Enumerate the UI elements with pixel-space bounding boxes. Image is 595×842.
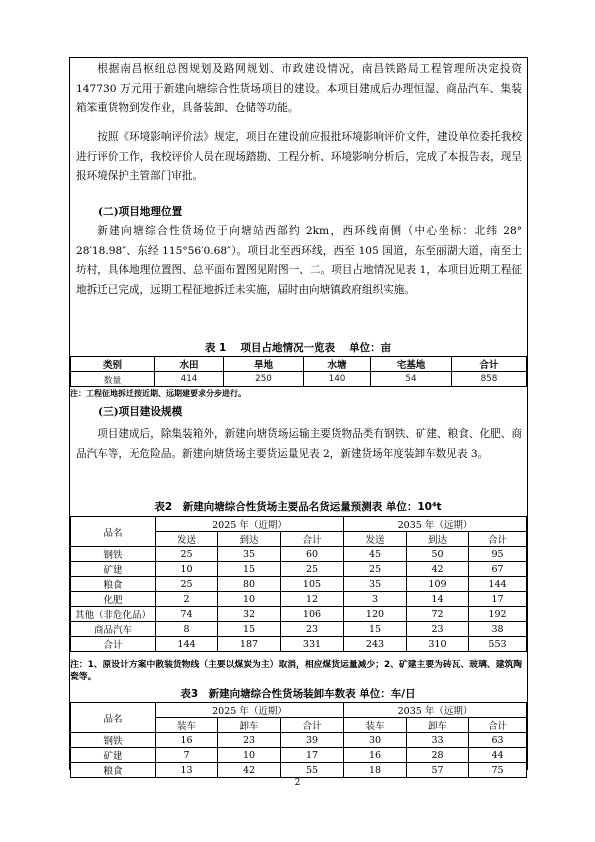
table-cell: 250 [224,372,304,387]
table-row [71,592,527,607]
table-row [71,763,527,778]
row-label: 矿建 [71,748,156,763]
table-cell: 16 [156,733,218,748]
table-header: 到达 [218,532,281,547]
table-header-row [71,703,527,718]
table-row [71,637,527,652]
table-cell: 数量 [71,372,155,387]
table-header: 装车 [156,718,218,733]
table-cell: 35 [344,577,407,592]
table-cell: 553 [469,637,527,652]
table-cell: 42 [407,562,469,577]
table-cell: 140 [304,372,371,387]
table-cell: 858 [452,372,527,387]
table-header: 2035 年（远期） [344,517,527,532]
row-label: 化肥 [71,592,156,607]
table-cell: 23 [281,622,344,637]
heading-scale: (三)项目建设规模 [98,406,183,418]
table-cell: 50 [407,547,469,562]
table-cell: 192 [469,607,527,622]
table-cell: 310 [407,637,469,652]
table-header: 2035 年（远期） [344,703,527,718]
freight-volume-table [70,516,527,652]
table-cell: 74 [156,607,218,622]
table-cell: 10 [156,562,218,577]
table-cell: 55 [281,763,344,778]
table-header: 旱地 [224,357,304,372]
row-label: 其他（非危化品） [71,607,156,622]
table1-caption: 表 1 项目占地情况一览表 单位：亩 [204,342,392,354]
table3-caption: 表3 新建向塘综合性货场装卸车数表 单位：车/日 [180,688,416,700]
table-cell: 16 [344,748,407,763]
table-header: 发送 [156,532,218,547]
table-cell: 75 [469,763,527,778]
table-cell: 28 [407,748,469,763]
table-header: 合计 [469,532,527,547]
paragraph-location: 新建向塘综合性货场位于向塘站西部约 2km，西环线南侧（中心坐标：北纬 28° 28′18.98″、东经 115°56′0.68″）。项目北至西环线，西至 105 国道，东至丽湖大道，南至土坊村，具体地理位置图、总平面布置图见附图一、二。项目占地情况见表 1，本项目近期工程征地拆迁已完成，远期工程征地拆迁未实施，届时由向塘镇政府组织实施。 [76,225,522,296]
table-cell: 14 [407,592,469,607]
table-cell: 3 [344,592,407,607]
table-cell: 414 [155,372,224,387]
table-header: 合计 [452,357,527,372]
table-cell: 23 [407,622,469,637]
table-row [71,562,527,577]
table-header-row [71,517,527,532]
table-cell: 7 [156,748,218,763]
table-cell: 105 [281,577,344,592]
table1-note: 注：工程征地拆迁按近期、远期建要求分步进行。 [70,389,246,398]
table-row [71,733,527,748]
table-cell: 18 [344,763,407,778]
row-label: 钢铁 [71,547,156,562]
table-cell: 13 [156,763,218,778]
table-header: 2025 年（近期） [156,703,344,718]
row-label: 粮食 [71,763,156,778]
table-cell: 331 [281,637,344,652]
table-cell: 2 [156,592,218,607]
land-use-table [70,356,527,387]
paragraph-eia-law: 按照《环境影响评价法》规定，项目在建设前应报批环境影响评价文件，建设单位委托我校进行评价工作，我校评价人员在现场踏勘、工程分析、环境影响分析后，完成了本报告表，现呈报环境保护主管部门审批。 [76,131,522,182]
table-row [71,622,527,637]
table-cell: 67 [469,562,527,577]
table-header: 水田 [155,357,224,372]
table-cell: 32 [218,607,281,622]
table-cell: 33 [407,733,469,748]
table-cell: 25 [344,562,407,577]
table-row [71,547,527,562]
row-label: 钢铁 [71,733,156,748]
table-cell: 17 [469,592,527,607]
table-cell: 23 [218,733,281,748]
table-row [71,607,527,622]
table-cell: 25 [156,577,218,592]
table-header-row [71,357,527,372]
table2-note: 注：1、原设计方案中散装货物线（主要以煤炭为主）取消，相应煤货运量减少；2、矿建主要为砖瓦、玻璃、建筑陶瓷等。 [70,660,523,682]
page-number: 2 [294,778,301,788]
table-cell: 38 [469,622,527,637]
table-cell: 144 [469,577,527,592]
table-cell: 39 [281,733,344,748]
table-header: 宅基地 [371,357,452,372]
table-header: 2025 年（近期） [156,517,344,532]
table-cell: 106 [281,607,344,622]
table-cell: 12 [281,592,344,607]
table-header: 合计 [469,718,527,733]
row-label: 合计 [71,637,156,652]
table-cell: 95 [469,547,527,562]
table-cell: 25 [156,547,218,562]
table-header: 品名 [71,703,156,733]
loading-table [70,702,527,778]
table-cell: 54 [371,372,452,387]
table-cell: 44 [469,748,527,763]
table-header: 发送 [344,532,407,547]
table-cell: 10 [218,748,281,763]
table-cell: 109 [407,577,469,592]
table-cell: 45 [344,547,407,562]
row-label: 矿建 [71,562,156,577]
table2-caption: 表2 新建向塘综合性货场主要品名货运量预测表 单位：10⁴t [154,501,442,513]
table-cell: 57 [407,763,469,778]
table-cell: 15 [218,622,281,637]
paragraph-scale: 项目建成后，除集装箱外，新建向塘货场运输主要货物品类有钢铁、矿建、粮食、化肥、商品汽车等，无危险品。新建向塘货场主要货运量见表 2，新建货场年度装卸车数见表 3。 [76,428,522,460]
row-label: 商品汽车 [71,622,156,637]
table-header: 合计 [281,718,344,733]
table-cell: 8 [156,622,218,637]
paragraph-investment: 根据南昌枢纽总图规划及路网规划、市政建设情况，南昌铁路局工程管理所决定投资 147730 万元用于新建向塘综合性货场项目的建设。本项目建成后办理恒湿、商品汽车、集装箱笨重货物到发作业，具备装卸、仓储等功能。 [76,63,522,114]
table-header: 到达 [407,532,469,547]
table-header: 合计 [281,532,344,547]
table-cell: 187 [218,637,281,652]
table-row [71,748,527,763]
table-cell: 15 [218,562,281,577]
table-cell: 120 [344,607,407,622]
table-header: 卸车 [218,718,281,733]
table-cell: 10 [218,592,281,607]
table-cell: 17 [281,748,344,763]
table-row [71,372,527,387]
table-cell: 144 [156,637,218,652]
table-cell: 30 [344,733,407,748]
table-header: 品名 [71,517,156,547]
heading-location: (二)项目地理位置 [98,206,183,218]
table-cell: 80 [218,577,281,592]
row-label: 粮食 [71,577,156,592]
table-header: 类别 [71,357,155,372]
table-cell: 60 [281,547,344,562]
table-cell: 42 [218,763,281,778]
table-cell: 25 [281,562,344,577]
table-cell: 72 [407,607,469,622]
table-cell: 35 [218,547,281,562]
table-header: 卸车 [407,718,469,733]
table-cell: 15 [344,622,407,637]
table-header: 装车 [344,718,407,733]
table-row [71,577,527,592]
table-cell: 243 [344,637,407,652]
table-cell: 63 [469,733,527,748]
table-header: 水塘 [304,357,371,372]
